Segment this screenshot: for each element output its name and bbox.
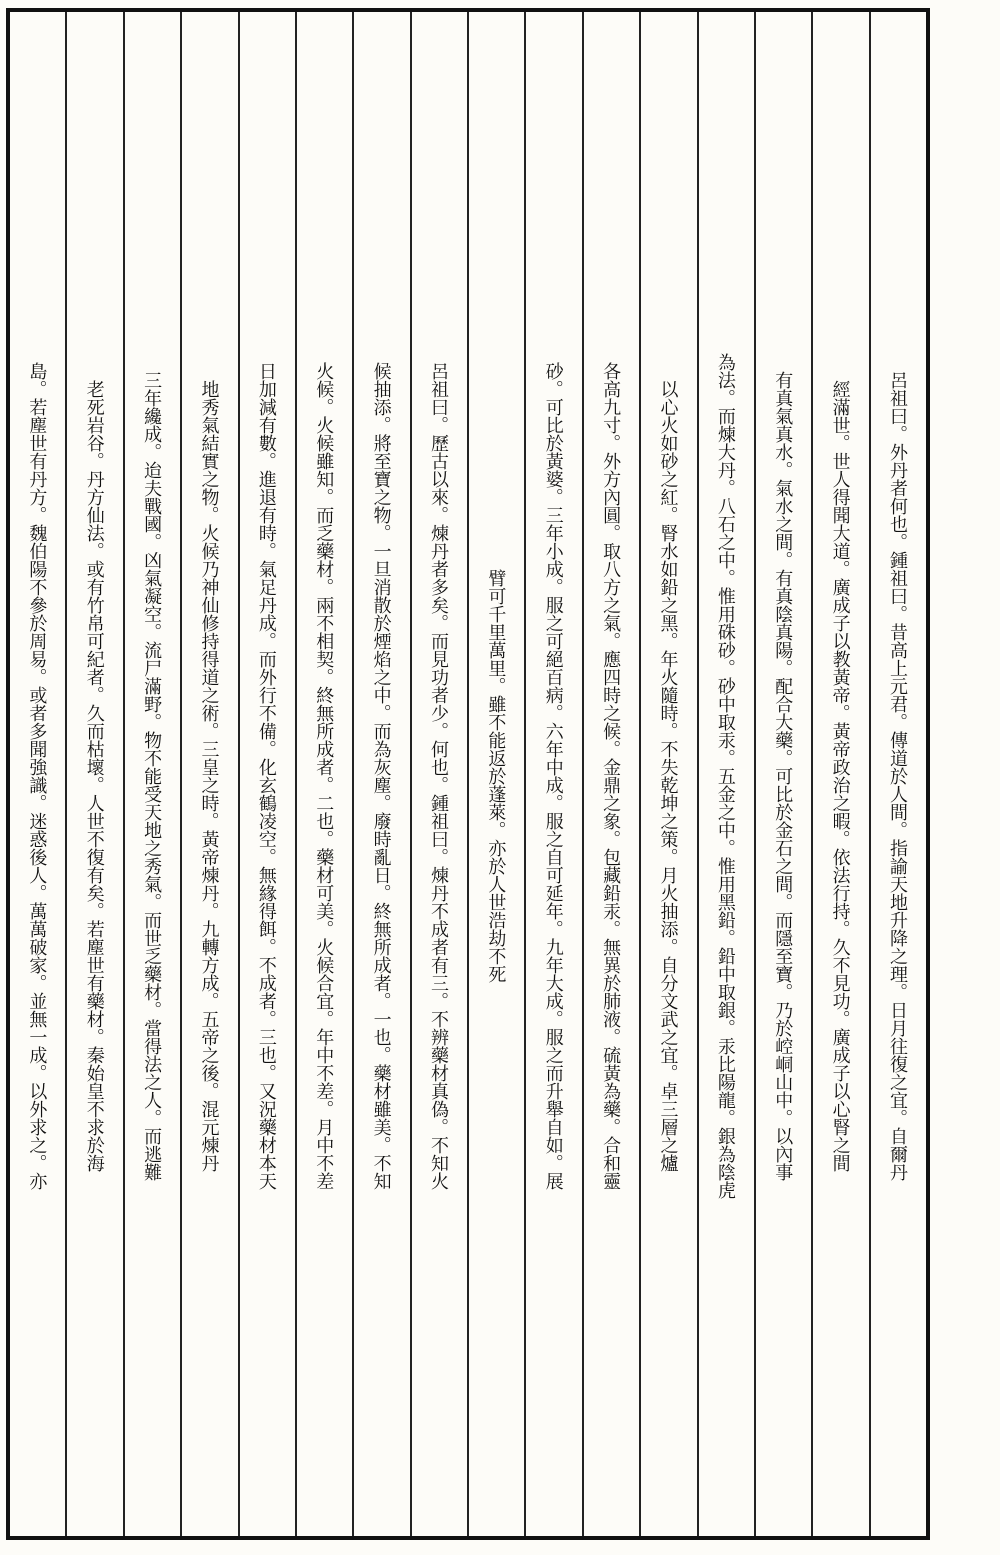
column-text: 有真氣真水。氣水之間。有真陰真陽。配合大藥。可比於金石之間。而隱至寶。乃於崆峒山中。以內事 [772, 371, 794, 1181]
column-text: 為法。而煉大丹。八石之中。惟用硃砂。砂中取汞。五金之中。惟用黑鉛。鉛中取銀。汞比陽龍。銀為陰虎 [714, 353, 736, 1199]
column-text: 呂祖曰。外丹者何也。鍾祖曰。昔高上元君。傳道於人間。指諭天地升降之理。日月往復之宜。自爾丹 [887, 371, 908, 1181]
column-text: 砂。可比於黃婆。三年小成。服之可絕百病。六年中成。服之自可延年。九年大成。服之而升舉自如。展 [542, 362, 564, 1190]
column-text: 地秀氣結實之物。火候乃神仙修持得道之術。三皇之時。黃帝煉丹。九轉方成。五帝之後。混元煉丹 [198, 380, 220, 1172]
column-text: 三年纔成。迨夫戰國。凶氣凝空。流尸滿野。物不能受天地之秀氣。而世乏藥材。當得法之人。而逃難 [141, 371, 163, 1181]
text-column [238, 12, 295, 1536]
text-column [524, 12, 581, 1536]
column-text: 火候。火候雖知。而乏藥材。兩不相契。終無所成者。二也。藥材可美。火候合宜。年中不差。月中不差 [313, 362, 335, 1190]
text-column [582, 12, 639, 1536]
text-column [352, 12, 409, 1536]
text-column [295, 12, 352, 1536]
column-text: 經滿世。世人得聞大道。廣成子以教黃帝。黃帝政治之暇。依法行持。久不見功。廣成子以心腎之間 [829, 380, 851, 1172]
column-text: 以心火如砂之紅。腎水如鉛之黑。年火隨時。不失乾坤之策。月火抽添。自分文武之宜。卓三層之爐 [657, 380, 679, 1172]
text-column [639, 12, 696, 1536]
text-column [467, 12, 524, 1536]
column-text: 各高九寸。外方內圓。取八方之氣。應四時之候。金鼎之象。包藏鉛汞。無異於肺液。硫黃為藥。合和靈 [600, 362, 622, 1190]
text-column [65, 12, 122, 1536]
text-column [697, 12, 754, 1536]
text-column [123, 12, 180, 1536]
text-column [180, 12, 237, 1536]
column-text: 日加減有數。進退有時。氣足丹成。而外行不備。化玄鶴凌空。無緣得餌。不成者。三也。又況藥材本天 [255, 362, 277, 1190]
text-column [811, 12, 868, 1536]
column-text: 呂祖曰。歷古以來。煉丹者多矣。而見功者少。何也。鍾祖曰。煉丹不成者有三。不辨藥材真偽。不知火 [428, 362, 449, 1190]
text-columns [10, 12, 926, 1536]
column-text: 老死岩谷。丹方仙法。或有竹帛可紀者。久而枯壞。人世不復有矣。若塵世有藥材。秦始皇不求於海 [83, 380, 105, 1172]
text-column [869, 12, 926, 1536]
text-column [754, 12, 811, 1536]
text-column [410, 12, 467, 1536]
column-text: 臂可千里萬里。雖不能返於蓬萊。亦於人世浩劫不死 [485, 569, 507, 983]
column-text: 島。若塵世有丹方。魏伯陽不參於周易。或者多聞強識。迷惑後人。萬萬破家。並無一成。以外求之。亦 [26, 362, 48, 1190]
column-text: 候抽添。將至寶之物。一旦消散於煙焰之中。而為灰塵。廢時亂日。終無所成者。一也。藥材雖美。不知 [370, 362, 392, 1190]
text-column [10, 12, 65, 1536]
